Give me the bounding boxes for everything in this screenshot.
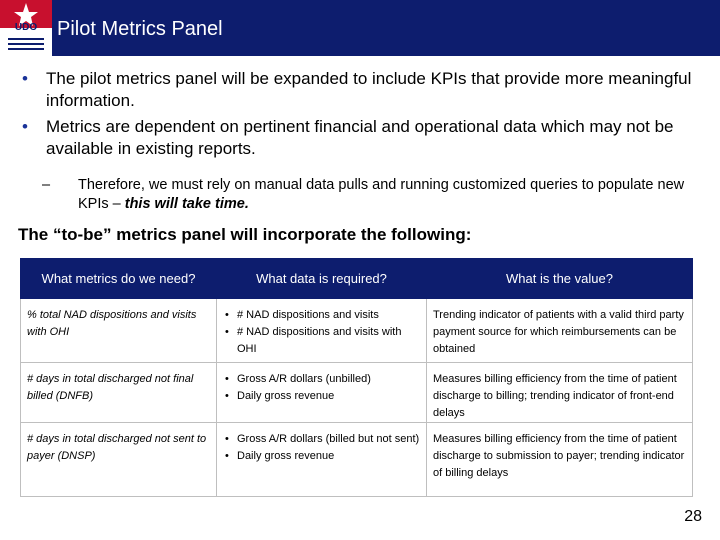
list-item: • # NAD dispositions and visits with OHI [223, 324, 420, 358]
bullet-text: Metrics are dependent on pertinent financial and operational data which may not be available in existing reports. [46, 117, 674, 158]
page-number: 28 [684, 508, 702, 525]
value-cell: Measures billing efficiency from the time of patient discharge to submission to payer; trending indicator of billing delays [427, 423, 693, 497]
bullet-icon: • [22, 69, 28, 88]
metric-cell: # days in total discharged not final billed (DNFB) [21, 363, 217, 423]
bullet-text: The pilot metrics panel will be expanded to include KPIs that provide more meaningful information. [46, 69, 692, 110]
data-cell [217, 299, 427, 363]
metrics-table [20, 258, 693, 497]
column-header: What is the value? [427, 259, 693, 299]
list-item: • # NAD dispositions and visits [223, 307, 420, 324]
data-cell [217, 423, 427, 497]
logo-text: UDO [14, 22, 38, 33]
value-cell: Measures billing efficiency from the time of patient discharge to billing; trending indicator of front-end delays [427, 363, 693, 423]
list-item: • Gross A/R dollars (billed but not sent) [223, 431, 420, 448]
table-row [21, 363, 693, 423]
table-row [21, 423, 693, 497]
column-header: What metrics do we need? [21, 259, 217, 299]
list-item: • Gross A/R dollars (unbilled) [223, 371, 420, 388]
page-title: Pilot Metrics Panel [57, 18, 223, 40]
metric-cell: # days in total discharged not sent to payer (DNSP) [21, 423, 217, 497]
column-header: What data is required? [217, 259, 427, 299]
value-cell: Trending indicator of patients with a valid third party payment source for which reimbursements can be obtained [427, 299, 693, 363]
table-header-row [21, 259, 693, 299]
sub-bullet-emphasis: this will take time. [124, 196, 249, 212]
dash-icon: – [42, 177, 51, 193]
udo-logo [0, 0, 52, 56]
table-row [21, 299, 693, 363]
sub-bullet-text: Therefore, we must rely on manual data pulls and running customized queries to populate new KPIs – [78, 177, 685, 212]
bullet-item [18, 116, 708, 160]
bullet-list [18, 68, 708, 164]
list-item: • Daily gross revenue [223, 388, 420, 405]
data-cell [217, 363, 427, 423]
bullet-icon: • [22, 117, 28, 136]
metric-cell: % total NAD dispositions and visits with OHI [21, 299, 217, 363]
sub-bullet [42, 176, 702, 214]
section-heading: The “to-be” metrics panel will incorporate the following: [18, 225, 472, 244]
bullet-item [18, 68, 708, 112]
list-item: • Daily gross revenue [223, 448, 420, 465]
